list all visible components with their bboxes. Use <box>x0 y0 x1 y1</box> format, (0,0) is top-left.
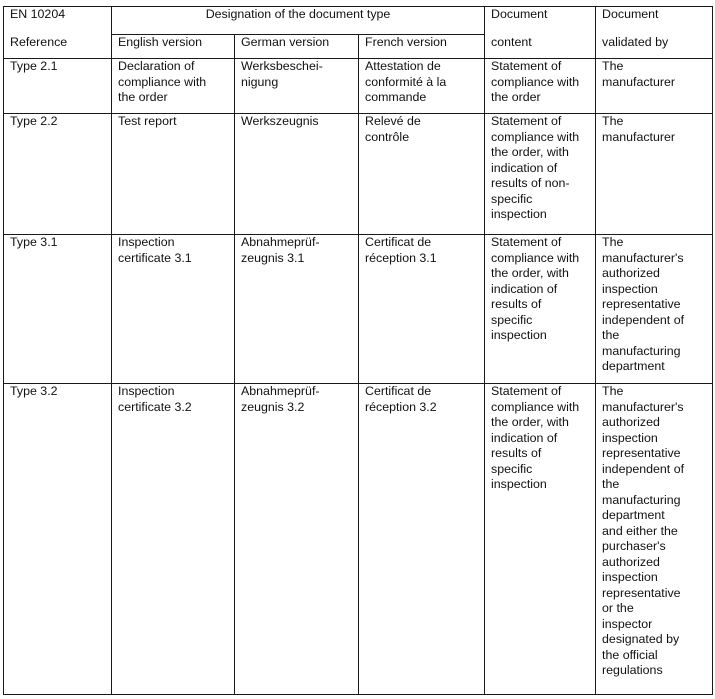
cell-validated: The manufacturer's authorized inspection representative independent of the manufacturing department <box>596 235 713 384</box>
cell-content: Statement of compliance with the order <box>485 59 596 114</box>
cell-validated: The manufacturer <box>596 114 713 235</box>
cell-english: Test report <box>112 114 235 235</box>
header-validated-top: Document <box>596 7 713 35</box>
table-row <box>4 59 713 114</box>
header-validated-bottom: validated by <box>596 35 713 59</box>
cell-french: Certificat de réception 3.1 <box>359 235 485 384</box>
cell-german: Werksbeschei- nigung <box>235 59 359 114</box>
header-ref-bottom: Reference <box>4 35 112 59</box>
cell-type: Type 3.1 <box>4 235 112 384</box>
header-row-bottom <box>4 35 713 59</box>
header-designation: Designation of the document type <box>112 7 485 35</box>
cell-type: Type 2.2 <box>4 114 112 235</box>
cell-type: Type 2.1 <box>4 59 112 114</box>
header-german: German version <box>235 35 359 59</box>
cell-content: Statement of compliance with the order, with indication of results of specific inspection <box>485 384 596 695</box>
header-french: French version <box>359 35 485 59</box>
document-type-table <box>3 6 713 695</box>
cell-french: Relevé de contrôle <box>359 114 485 235</box>
cell-german: Abnahmeprüf- zeugnis 3.2 <box>235 384 359 695</box>
table-row <box>4 114 713 235</box>
table-row <box>4 384 713 695</box>
cell-english: Inspection certificate 3.1 <box>112 235 235 384</box>
header-english: English version <box>112 35 235 59</box>
cell-content: Statement of compliance with the order, with indication of results of non- specific inspection <box>485 114 596 235</box>
cell-german: Abnahmeprüf- zeugnis 3.1 <box>235 235 359 384</box>
header-row-top <box>4 7 713 35</box>
cell-german: Werkszeugnis <box>235 114 359 235</box>
cell-english: Declaration of compliance with the order <box>112 59 235 114</box>
header-content-top: Document <box>485 7 596 35</box>
cell-english: Inspection certificate 3.2 <box>112 384 235 695</box>
cell-type: Type 3.2 <box>4 384 112 695</box>
cell-validated: The manufacturer <box>596 59 713 114</box>
header-content-bottom: content <box>485 35 596 59</box>
cell-french: Attestation de conformité à la commande <box>359 59 485 114</box>
cell-validated: The manufacturer's authorized inspection representative independent of the manufacturing department and either the purchaser's authorized inspection representative or the inspector designated by the official regulations <box>596 384 713 695</box>
cell-french: Certificat de réception 3.2 <box>359 384 485 695</box>
cell-content: Statement of compliance with the order, with indication of results of specific inspection <box>485 235 596 384</box>
header-ref-top: EN 10204 <box>4 7 112 35</box>
table-row <box>4 235 713 384</box>
